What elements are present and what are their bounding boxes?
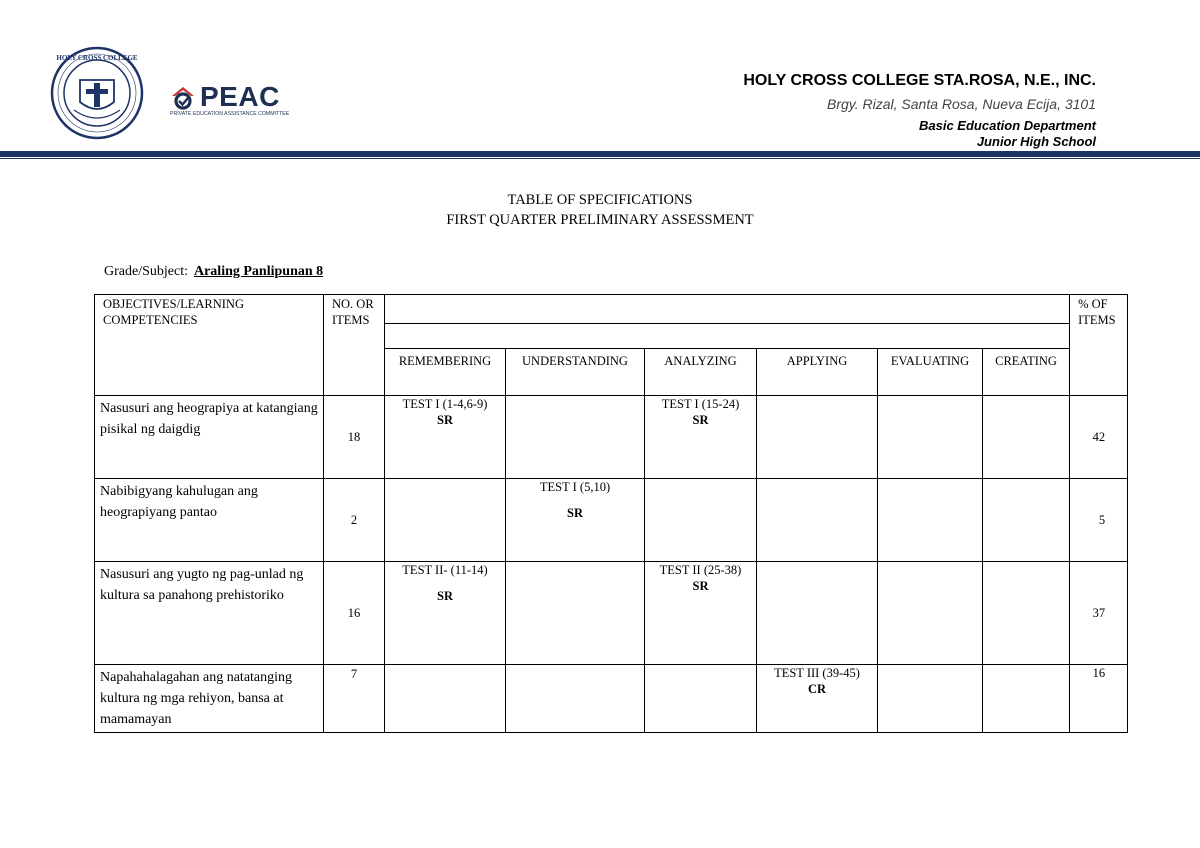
school-name: HOLY CROSS COLLEGE STA.ROSA, N.E., INC. (743, 72, 1096, 89)
test-label: TEST II (25-38) (659, 563, 742, 577)
remembering-cell (385, 479, 506, 562)
header-percent: % OF ITEMS (1070, 295, 1128, 396)
analyzing-cell (645, 562, 757, 665)
objective-cell: Napahahalagahan ang natatanging kultura ng mga rehiyon, bansa at mamamayan (95, 665, 324, 733)
percent-cell: 16 (1070, 665, 1128, 733)
items-cell: 16 (324, 562, 385, 665)
creating-cell (983, 396, 1070, 479)
understanding-cell (506, 479, 645, 562)
school-address: Brgy. Rizal, Santa Rosa, Nueva Ecija, 3101 (827, 96, 1096, 112)
percent-cell: 5 (1070, 479, 1128, 562)
peac-tagline: PRIVATE EDUCATION ASSISTANCE COMMITTEE (170, 111, 290, 117)
objective-cell: Nasusuri ang heograpiya at katangiang pisikal ng daigdig (95, 396, 324, 479)
test-label: TEST I (15-24) (661, 397, 740, 411)
evaluating-cell (878, 479, 983, 562)
header-creating: CREATING (983, 349, 1070, 396)
item-type: SR (692, 579, 709, 593)
item-type: CR (807, 682, 827, 696)
document-title: TABLE OF SPECIFICATIONS (507, 192, 693, 208)
evaluating-cell (878, 562, 983, 665)
remembering-cell (385, 665, 506, 733)
header-applying: APPLYING (757, 349, 878, 396)
evaluating-cell (878, 396, 983, 479)
header-understanding: UNDERSTANDING (506, 349, 645, 396)
analyzing-cell (645, 665, 757, 733)
grade-subject-value: Araling Panlipunan 8 (193, 264, 324, 279)
document-subtitle: FIRST QUARTER PRELIMINARY ASSESSMENT (446, 212, 754, 228)
header-blank-row-1 (385, 295, 1070, 324)
test-label: TEST III (39-45) (774, 666, 860, 680)
header-remembering: REMEMBERING (385, 349, 506, 396)
department-name: Basic Education Department (919, 118, 1096, 133)
header-blank-row-2 (385, 324, 1070, 349)
grade-subject (104, 264, 323, 280)
applying-cell (757, 479, 878, 562)
table-row (95, 562, 1128, 665)
items-cell: 18 (324, 396, 385, 479)
item-type: SR (437, 589, 453, 603)
test-label: TEST II- (11-14) (402, 563, 488, 577)
header-divider-thin (0, 158, 1200, 159)
evaluating-cell (878, 665, 983, 733)
school-seal-logo (50, 46, 144, 140)
remembering-cell (385, 562, 506, 665)
creating-cell (983, 665, 1070, 733)
understanding-cell (506, 562, 645, 665)
header-divider (0, 151, 1200, 157)
specifications-table (94, 294, 1128, 733)
analyzing-cell (645, 479, 757, 562)
items-cell: 7 (324, 665, 385, 733)
item-type: SR (437, 413, 453, 427)
analyzing-cell (645, 396, 757, 479)
peac-wordmark: PEAC (200, 81, 280, 112)
test-label: TEST I (1-4,6-9) (402, 397, 488, 411)
creating-cell (983, 562, 1070, 665)
objective-cell: Nabibigyang kahulugan ang heograpiyang pantao (95, 479, 324, 562)
table-row (95, 665, 1128, 733)
header-analyzing: ANALYZING (645, 349, 757, 396)
peac-emblem-icon (170, 85, 196, 111)
school-level: Junior High School (976, 134, 1096, 149)
applying-cell (757, 665, 878, 733)
header-evaluating: EVALUATING (878, 349, 983, 396)
remembering-cell (385, 396, 506, 479)
applying-cell (757, 562, 878, 665)
grade-subject-label: Grade/Subject: (104, 264, 188, 279)
seal-text: HOLY CROSS COLLEGE (56, 54, 138, 62)
table-row (95, 396, 1128, 479)
test-label: TEST I (5,10) (539, 480, 611, 494)
understanding-cell (506, 665, 645, 733)
header-objectives: OBJECTIVES/LEARNING COMPETENCIES (95, 295, 324, 396)
objective-cell: Nasusuri ang yugto ng pag-unlad ng kultura sa panahong prehistoriko (95, 562, 324, 665)
items-cell: 2 (324, 479, 385, 562)
table-row (95, 479, 1128, 562)
understanding-cell (506, 396, 645, 479)
item-type: SR (692, 413, 709, 427)
peac-logo (170, 82, 290, 122)
percent-cell: 42 (1070, 396, 1128, 479)
percent-cell: 37 (1070, 562, 1128, 665)
item-type: SR (567, 506, 583, 520)
creating-cell (983, 479, 1070, 562)
applying-cell (757, 396, 878, 479)
header-no-of-items: NO. OR ITEMS (324, 295, 385, 396)
